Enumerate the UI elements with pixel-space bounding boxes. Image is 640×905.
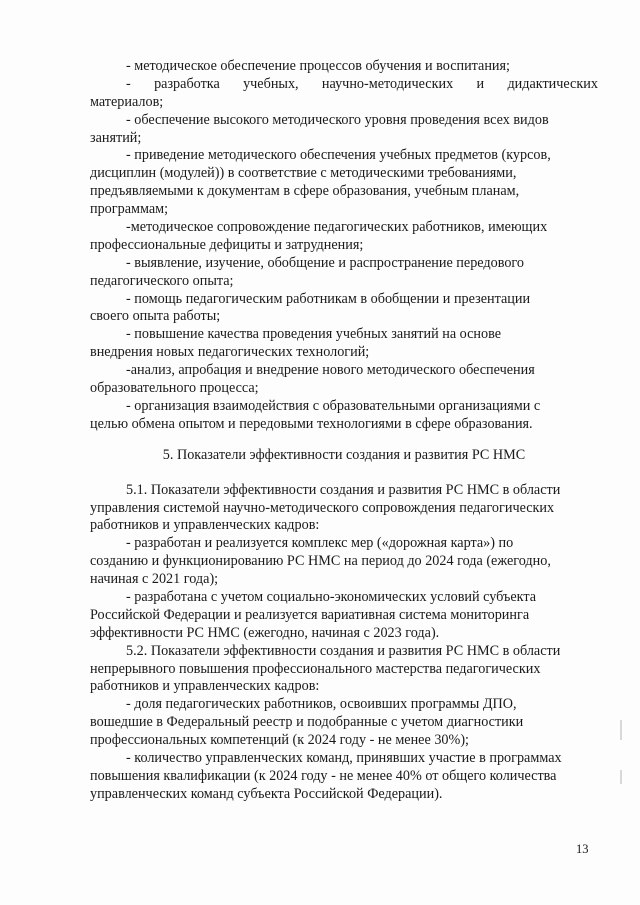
document-body (90, 58, 598, 804)
text-line: созданию и функционированию РС НМС на период до 2024 года (ежегодно, (90, 553, 551, 570)
text-line: непрерывного повышения профессионального мастерства педагогических (90, 660, 541, 677)
paragraph (90, 482, 598, 536)
text-line: управления системой научно-методического сопровождения педагогических (90, 499, 555, 516)
paragraph (90, 76, 598, 112)
text-line: своего опыта работы; (90, 308, 221, 325)
paragraph (90, 589, 598, 643)
text-line: образовательного процесса; (90, 380, 259, 397)
text-line: - разработка учебных, научно-методических и дидактических (126, 75, 598, 92)
text-line: - обеспечение высокого методического уровня проведения всех видов (126, 111, 549, 128)
text-line: - доля педагогических работников, освоивших программы ДПО, (126, 696, 517, 713)
text-line: - помощь педагогическим работникам в обобщении и презентации (126, 290, 531, 307)
competencies-list (90, 58, 598, 434)
paragraph (90, 291, 598, 327)
paragraph (90, 398, 598, 434)
text-line: материалов; (90, 93, 164, 110)
paragraph (90, 58, 598, 76)
text-line: вошедшие в Федеральный реестр и подобранные с учетом диагностики (90, 714, 524, 731)
paragraph (90, 362, 598, 398)
text-line: - методическое обеспечение процессов обучения и воспитания; (126, 58, 510, 74)
text-line: -анализ, апробация и внедрение нового методического обеспечения (126, 362, 535, 379)
text-line: внедрения новых педагогических технологий; (90, 344, 370, 361)
text-line: педагогического опыта; (90, 272, 234, 289)
text-line: - выявление, изучение, обобщение и распространение передового (126, 254, 524, 271)
text-line: целью обмена опытом и передовыми технологиями в сфере образования. (90, 415, 533, 432)
text-line: - количество управленческих команд, принявших участие в программах (126, 749, 562, 766)
text-line: 5.2. Показатели эффективности создания и развития РС НМС в области (126, 642, 561, 659)
paragraph (90, 750, 598, 804)
text-line: - приведение методического обеспечения учебных предметов (курсов, (126, 147, 551, 164)
text-line: профессиональных компетенций (к 2024 году - не менее 30%); (90, 732, 469, 749)
text-line: предъявляемыми к документам в сфере образования, учебным планам, (90, 183, 520, 200)
text-line: начиная с 2021 года); (90, 571, 219, 588)
text-line: -методическое сопровождение педагогических работников, имеющих (126, 219, 548, 236)
text-line: профессиональные дефициты и затруднения; (90, 236, 364, 253)
text-line: занятий; (90, 129, 142, 146)
scan-artifact (620, 770, 622, 784)
text-line: - организация взаимодействия с образовательными организациями с (126, 397, 541, 414)
paragraph (90, 255, 598, 291)
paragraph (90, 643, 598, 697)
paragraph (90, 696, 598, 750)
text-line: дисциплин (модулей)) в соответствие с методическими требованиями, (90, 165, 517, 182)
paragraph (90, 147, 598, 219)
indicators-list (90, 482, 598, 804)
text-line: Российской Федерации и реализуется вариативная система мониторинга (90, 606, 530, 623)
paragraph (90, 112, 598, 148)
text-line: эффективности РС НМС (ежегодно, начиная с 2023 года). (90, 624, 440, 641)
text-line: работников и управленческих кадров: (90, 678, 320, 695)
text-line: 5.1. Показатели эффективности создания и развития РС НМС в области (126, 481, 561, 498)
paragraph (90, 535, 598, 589)
paragraph (90, 326, 598, 362)
page-number: 13 (576, 842, 589, 856)
paragraph (90, 219, 598, 255)
text-line: работников и управленческих кадров: (90, 517, 320, 534)
text-line: - разработан и реализуется комплекс мер («дорожная карта») по (126, 535, 514, 552)
text-line: - повышение качества проведения учебных занятий на основе (126, 326, 502, 343)
scan-artifact (620, 720, 622, 740)
text-line: программам; (90, 201, 169, 218)
section-heading: 5. Показатели эффективности создания и развития РС НМС (162, 446, 526, 463)
text-line: - разработана с учетом социально-экономических условий субъекта (126, 588, 537, 605)
text-line: повышения квалификации (к 2024 году - не менее 40% от общего количества (90, 767, 557, 784)
text-line: управленческих команд субъекта Российской Федерации). (90, 785, 443, 802)
